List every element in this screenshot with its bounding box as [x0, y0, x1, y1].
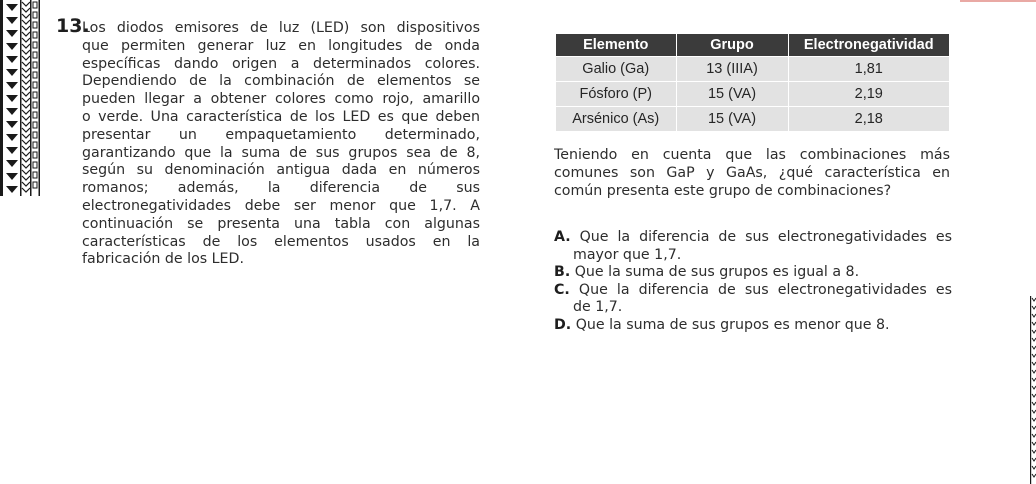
- stem-line: electronegatividades debe ser menor que 1,7. A: [82, 197, 480, 214]
- table-cell: 2,18: [788, 107, 949, 132]
- header-electronegatividad: Electronegatividad: [788, 34, 949, 57]
- option-b-letter: B.: [554, 264, 571, 281]
- prompt-line: Teniendo en cuenta que las combinaciones más: [554, 147, 950, 163]
- stem-line: fabricación de los LED.: [82, 251, 244, 268]
- stem-line: pueden llegar a obtener colores como rojo, amarillo: [82, 91, 480, 108]
- prompt-line: comunes son GaP y GaAs, ¿qué característica en: [554, 164, 950, 181]
- option-c-text-cont: de 1,7.: [573, 299, 623, 316]
- option-d-text: Que la suma de sus grupos es menor que 8.: [575, 316, 890, 333]
- option-a[interactable]: [554, 229, 952, 264]
- table-row: [556, 57, 949, 82]
- stem-line: romanos; además, la diferencia de sus: [82, 180, 480, 197]
- option-d-letter: D.: [554, 316, 572, 333]
- stem-line: características de los elementos usados en la: [82, 233, 480, 250]
- option-a-letter: A.: [554, 229, 571, 245]
- option-c-letter: C.: [554, 281, 570, 298]
- option-c[interactable]: [554, 282, 952, 317]
- option-d[interactable]: [554, 317, 952, 335]
- table-cell: 13 (IIIA): [676, 57, 788, 82]
- stem-line: garantizando que la suma de sus grupos sea de 8,: [82, 144, 480, 161]
- prompt-line: común presenta este grupo de combinaciones?: [554, 182, 892, 199]
- stem-line: que permiten generar luz en longitudes de onda: [82, 37, 480, 54]
- option-a-text-cont: mayor que 1,7.: [573, 246, 682, 263]
- header-grupo: Grupo: [676, 34, 788, 57]
- decorative-border-right: [1030, 296, 1036, 484]
- option-a-text: Que la diferencia de sus electronegatividades es: [579, 229, 952, 245]
- question-stem: [82, 20, 480, 269]
- question-prompt: [554, 147, 950, 200]
- table-cell: 15 (VA): [676, 82, 788, 107]
- stem-line: presentar un empaquetamiento determinado,: [82, 126, 480, 143]
- table-cell: 1,81: [788, 57, 949, 82]
- table-row: [556, 82, 949, 107]
- table-row: [556, 107, 949, 132]
- question-number: 13.: [56, 15, 90, 37]
- table-cell: 15 (VA): [676, 107, 788, 132]
- decorative-border-left: [0, 0, 40, 196]
- stem-line: Dependiendo de la combinación de elementos se: [82, 73, 480, 90]
- stem-line: continuación se presenta una tabla con algunas: [82, 215, 480, 232]
- stem-line: según su denominación antigua dada en números: [82, 162, 480, 179]
- stem-line: Los diodos emisores de luz (LED) son dispositivos: [82, 20, 480, 36]
- stem-line: específicas dando origen a determinados colores.: [82, 55, 480, 72]
- element-table: [556, 34, 949, 131]
- option-c-text: Que la diferencia de sus electronegatividades es: [578, 281, 952, 298]
- top-accent-line: [960, 0, 1036, 2]
- header-elemento: Elemento: [556, 34, 676, 57]
- table-header-row: [556, 34, 949, 57]
- option-b-text: Que la suma de sus grupos es igual a 8.: [574, 264, 860, 281]
- table-cell: Arsénico (As): [556, 107, 676, 132]
- option-b[interactable]: [554, 264, 952, 282]
- table-cell: Galio (Ga): [556, 57, 676, 82]
- answer-options: [554, 229, 952, 335]
- table-cell: Fósforo (P): [556, 82, 676, 107]
- table-cell: 2,19: [788, 82, 949, 107]
- stem-line: o verde. Una característica de los LED es que deben: [82, 108, 480, 125]
